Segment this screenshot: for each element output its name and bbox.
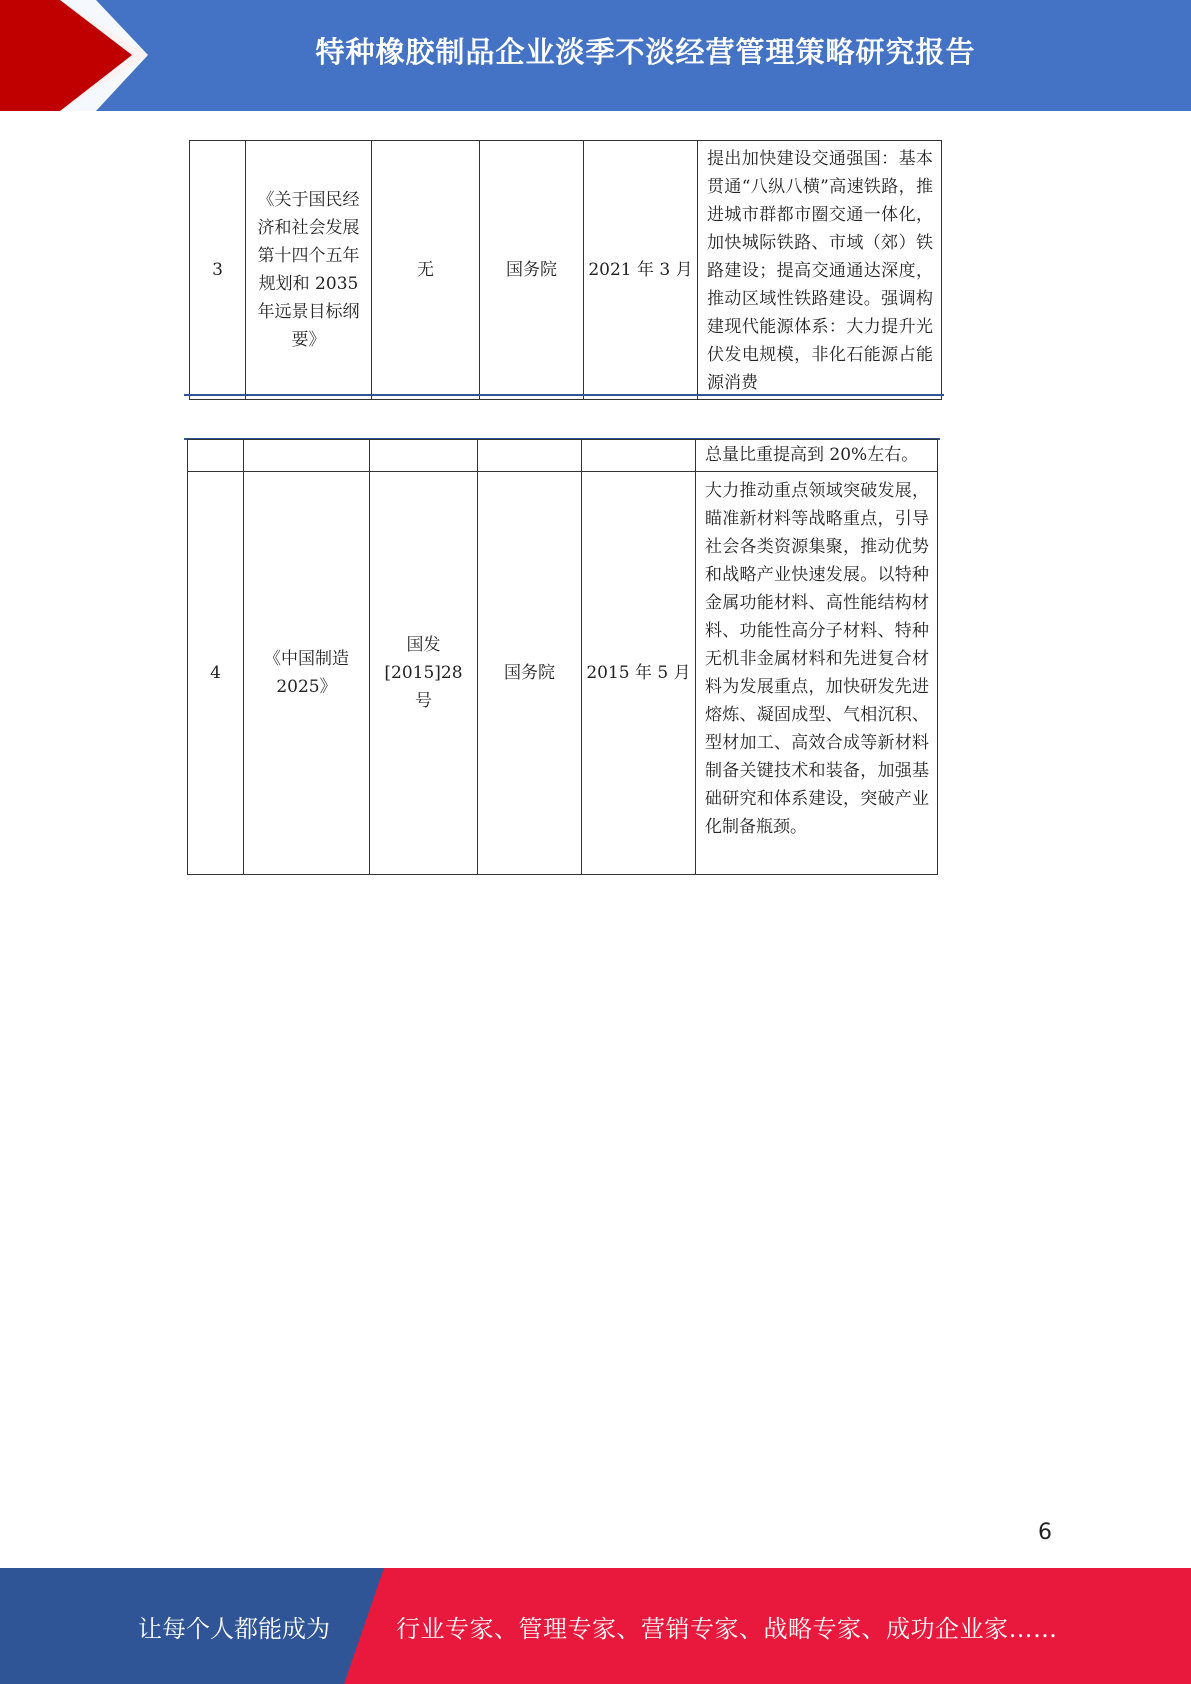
table-break-rule bbox=[184, 394, 944, 396]
footer-slogan-right: 行业专家、管理专家、营销专家、战略专家、成功企业家…… bbox=[396, 1614, 1058, 1643]
page-header bbox=[0, 0, 1191, 111]
policy-table-part2 bbox=[187, 439, 938, 875]
issue-date: 2021 年 3 月 bbox=[584, 141, 698, 400]
policy-content: 大力推动重点领域突破发展，瞄准新材料等战略重点，引导社会各类资源集聚，推动优势和战略产业快速发展。以特种金属功能材料、高性能结构材料、功能性高分子材料、特种无机非金属材料和先进复合材料为发展重点，加快研发先进熔炼、凝固成型、气相沉积、型材加工、高效合成等新材料制备关键技术和装备，加强基础研究和体系建设，突破产业化制备瓶颈。 bbox=[696, 472, 938, 875]
issuing-authority: 国务院 bbox=[478, 472, 582, 875]
footer-slogan-left: 让每个人都能成为 bbox=[138, 1614, 330, 1643]
issue-date: 2015 年 5 月 bbox=[582, 472, 696, 875]
row-index: 3 bbox=[190, 141, 246, 400]
row-index: 4 bbox=[188, 472, 244, 875]
policy-name: 《中国制造 2025》 bbox=[244, 472, 370, 875]
page-number: 6 bbox=[1038, 1520, 1052, 1545]
policy-content-continuation: 总量比重提高到 20%左右。 bbox=[696, 440, 938, 472]
document-number: 无 bbox=[372, 141, 480, 400]
chevron-decoration-icon bbox=[0, 0, 160, 111]
issuing-authority: 国务院 bbox=[480, 141, 584, 400]
table-row bbox=[188, 440, 938, 472]
policy-table-part1 bbox=[189, 140, 942, 400]
page-footer bbox=[0, 1568, 1191, 1684]
policy-content: 提出加快建设交通强国：基本贯通“八纵八横”高速铁路，推进城市群都市圈交通一体化，加快城际铁路、市域（郊）铁路建设；提高交通通达深度，推动区域性铁路建设。强调构建现代能源体系：大力提升光伏发电规模，非化石能源占能源消费 bbox=[698, 141, 942, 400]
document-number: 国发 [2015]28 号 bbox=[370, 472, 478, 875]
table-row bbox=[188, 472, 938, 875]
report-title: 特种橡胶制品企业淡季不淡经营管理策略研究报告 bbox=[315, 34, 976, 69]
policy-name: 《关于国民经济和社会发展第十四个五年规划和 2035 年远景目标纲要》 bbox=[246, 141, 372, 400]
table-row bbox=[190, 141, 942, 400]
